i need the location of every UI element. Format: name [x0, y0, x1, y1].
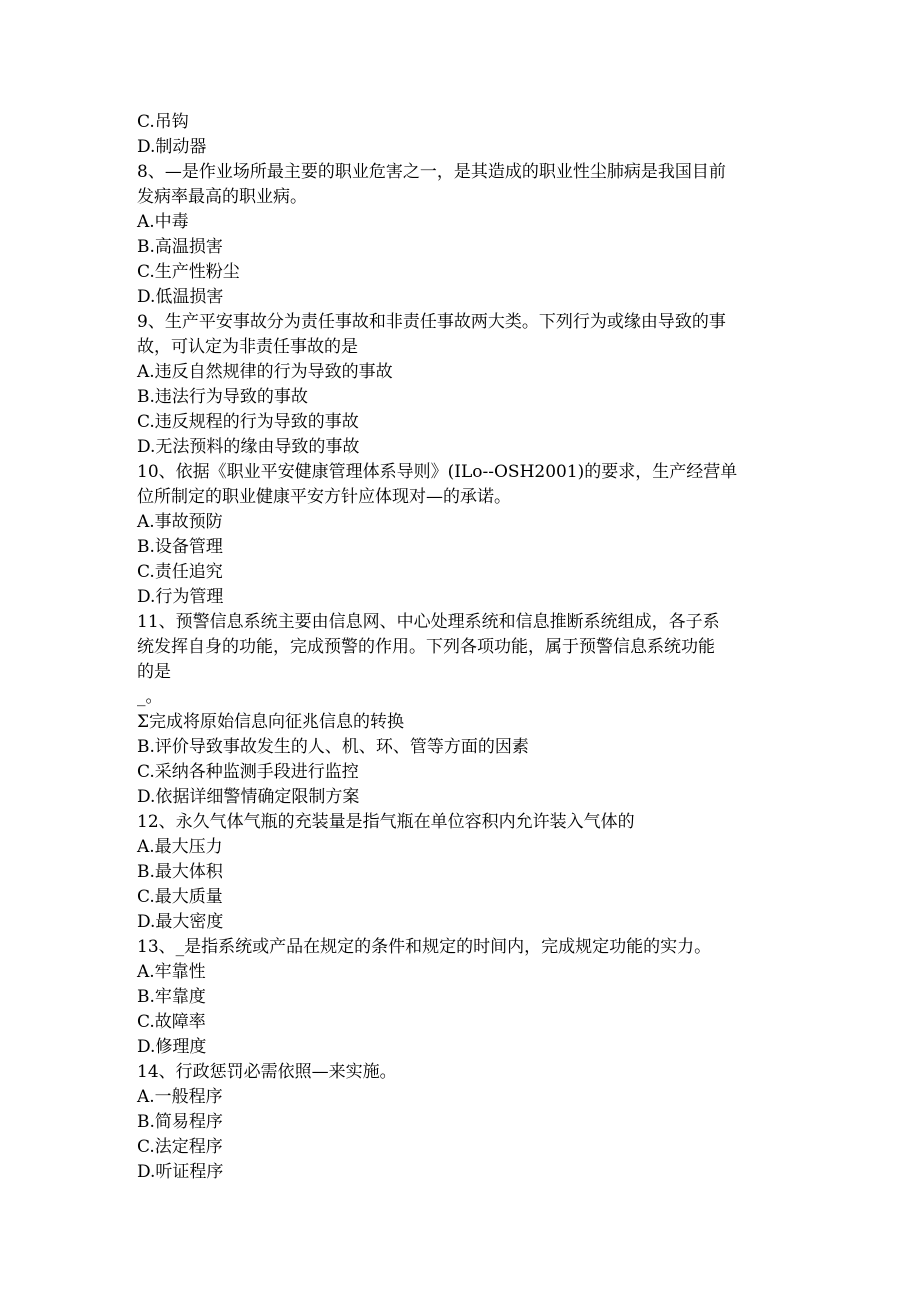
option-d: D.最大密度: [137, 912, 224, 932]
question-11-blank: _。: [137, 687, 163, 707]
option-d: D.依据详细警情确定限制方案: [137, 787, 360, 807]
text-line: C.吊钩: [137, 112, 189, 132]
option-c: C.采纳各种监测手段进行监控: [137, 762, 359, 782]
option-c: C.责任追究: [137, 562, 223, 582]
option-c: C.法定程序: [137, 1137, 223, 1157]
question-8-text-cont: 发病率最高的职业病。: [137, 187, 307, 207]
option-c: C.违反规程的行为导致的事故: [137, 412, 359, 432]
question-9-text: 9、生产平安事故分为责任事故和非责任事故两大类。下列行为或缘由导致的事: [137, 312, 726, 332]
option-d: D.无法预料的缘由导致的事故: [137, 437, 360, 457]
question-8-text: 8、—是作业场所最主要的职业危害之一，是其造成的职业性尘肺病是我国目前: [137, 162, 726, 182]
question-10-text-cont: 位所制定的职业健康平安方针应体现对—的承诺。: [137, 487, 511, 507]
question-11-text-cont: 统发挥自身的功能，完成预警的作用。下列各项功能，属于预警信息系统功能: [137, 637, 715, 657]
option-d: D.修理度: [137, 1037, 207, 1057]
option-d: D.行为管理: [137, 587, 224, 607]
option-b: B.牢靠度: [137, 987, 206, 1007]
option-b: B.评价导致事故发生的人、机、环、管等方面的因素: [137, 737, 529, 757]
option-a: A.违反自然规律的行为导致的事故: [137, 362, 393, 382]
option-a: A.中毒: [137, 212, 189, 232]
question-13-text: 13、_是指系统或产品在规定的条件和规定的时间内，完成规定功能的实力。: [137, 937, 712, 957]
option-b: B.最大体积: [137, 862, 223, 882]
document-page: [137, 110, 787, 1185]
option-d: D.听证程序: [137, 1162, 224, 1182]
option-a: A.一般程序: [137, 1087, 223, 1107]
question-11-text-cont: 的是: [137, 662, 171, 682]
option-c: C.生产性粉尘: [137, 262, 240, 282]
option-b: B.高温损害: [137, 237, 223, 257]
question-9-text-cont: 故，可认定为非责任事故的是: [137, 337, 358, 357]
option-a: Σ完成将原始信息向征兆信息的转换: [137, 712, 405, 732]
option-a: A.事故预防: [137, 512, 223, 532]
option-b: B.违法行为导致的事故: [137, 387, 308, 407]
text-line: D.制动器: [137, 137, 207, 157]
option-b: B.简易程序: [137, 1112, 223, 1132]
question-12-text: 12、永久气体气瓶的充装量是指气瓶在单位容积内允许装入气体的: [137, 812, 635, 832]
option-b: B.设备管理: [137, 537, 223, 557]
option-c: C.最大质量: [137, 887, 223, 907]
question-11-text: 11、预警信息系统主要由信息网、中心处理系统和信息推断系统组成，各子系: [137, 612, 720, 632]
question-10-text: 10、依据《职业平安健康管理体系导则》(ILo--OSH2001)的要求，生产经营单: [137, 462, 738, 482]
option-c: C.故障率: [137, 1012, 206, 1032]
option-a: A.最大压力: [137, 837, 223, 857]
option-d: D.低温损害: [137, 287, 224, 307]
option-a: A.牢靠性: [137, 962, 206, 982]
question-14-text: 14、行政惩罚必需依照—来实施。: [137, 1062, 397, 1082]
